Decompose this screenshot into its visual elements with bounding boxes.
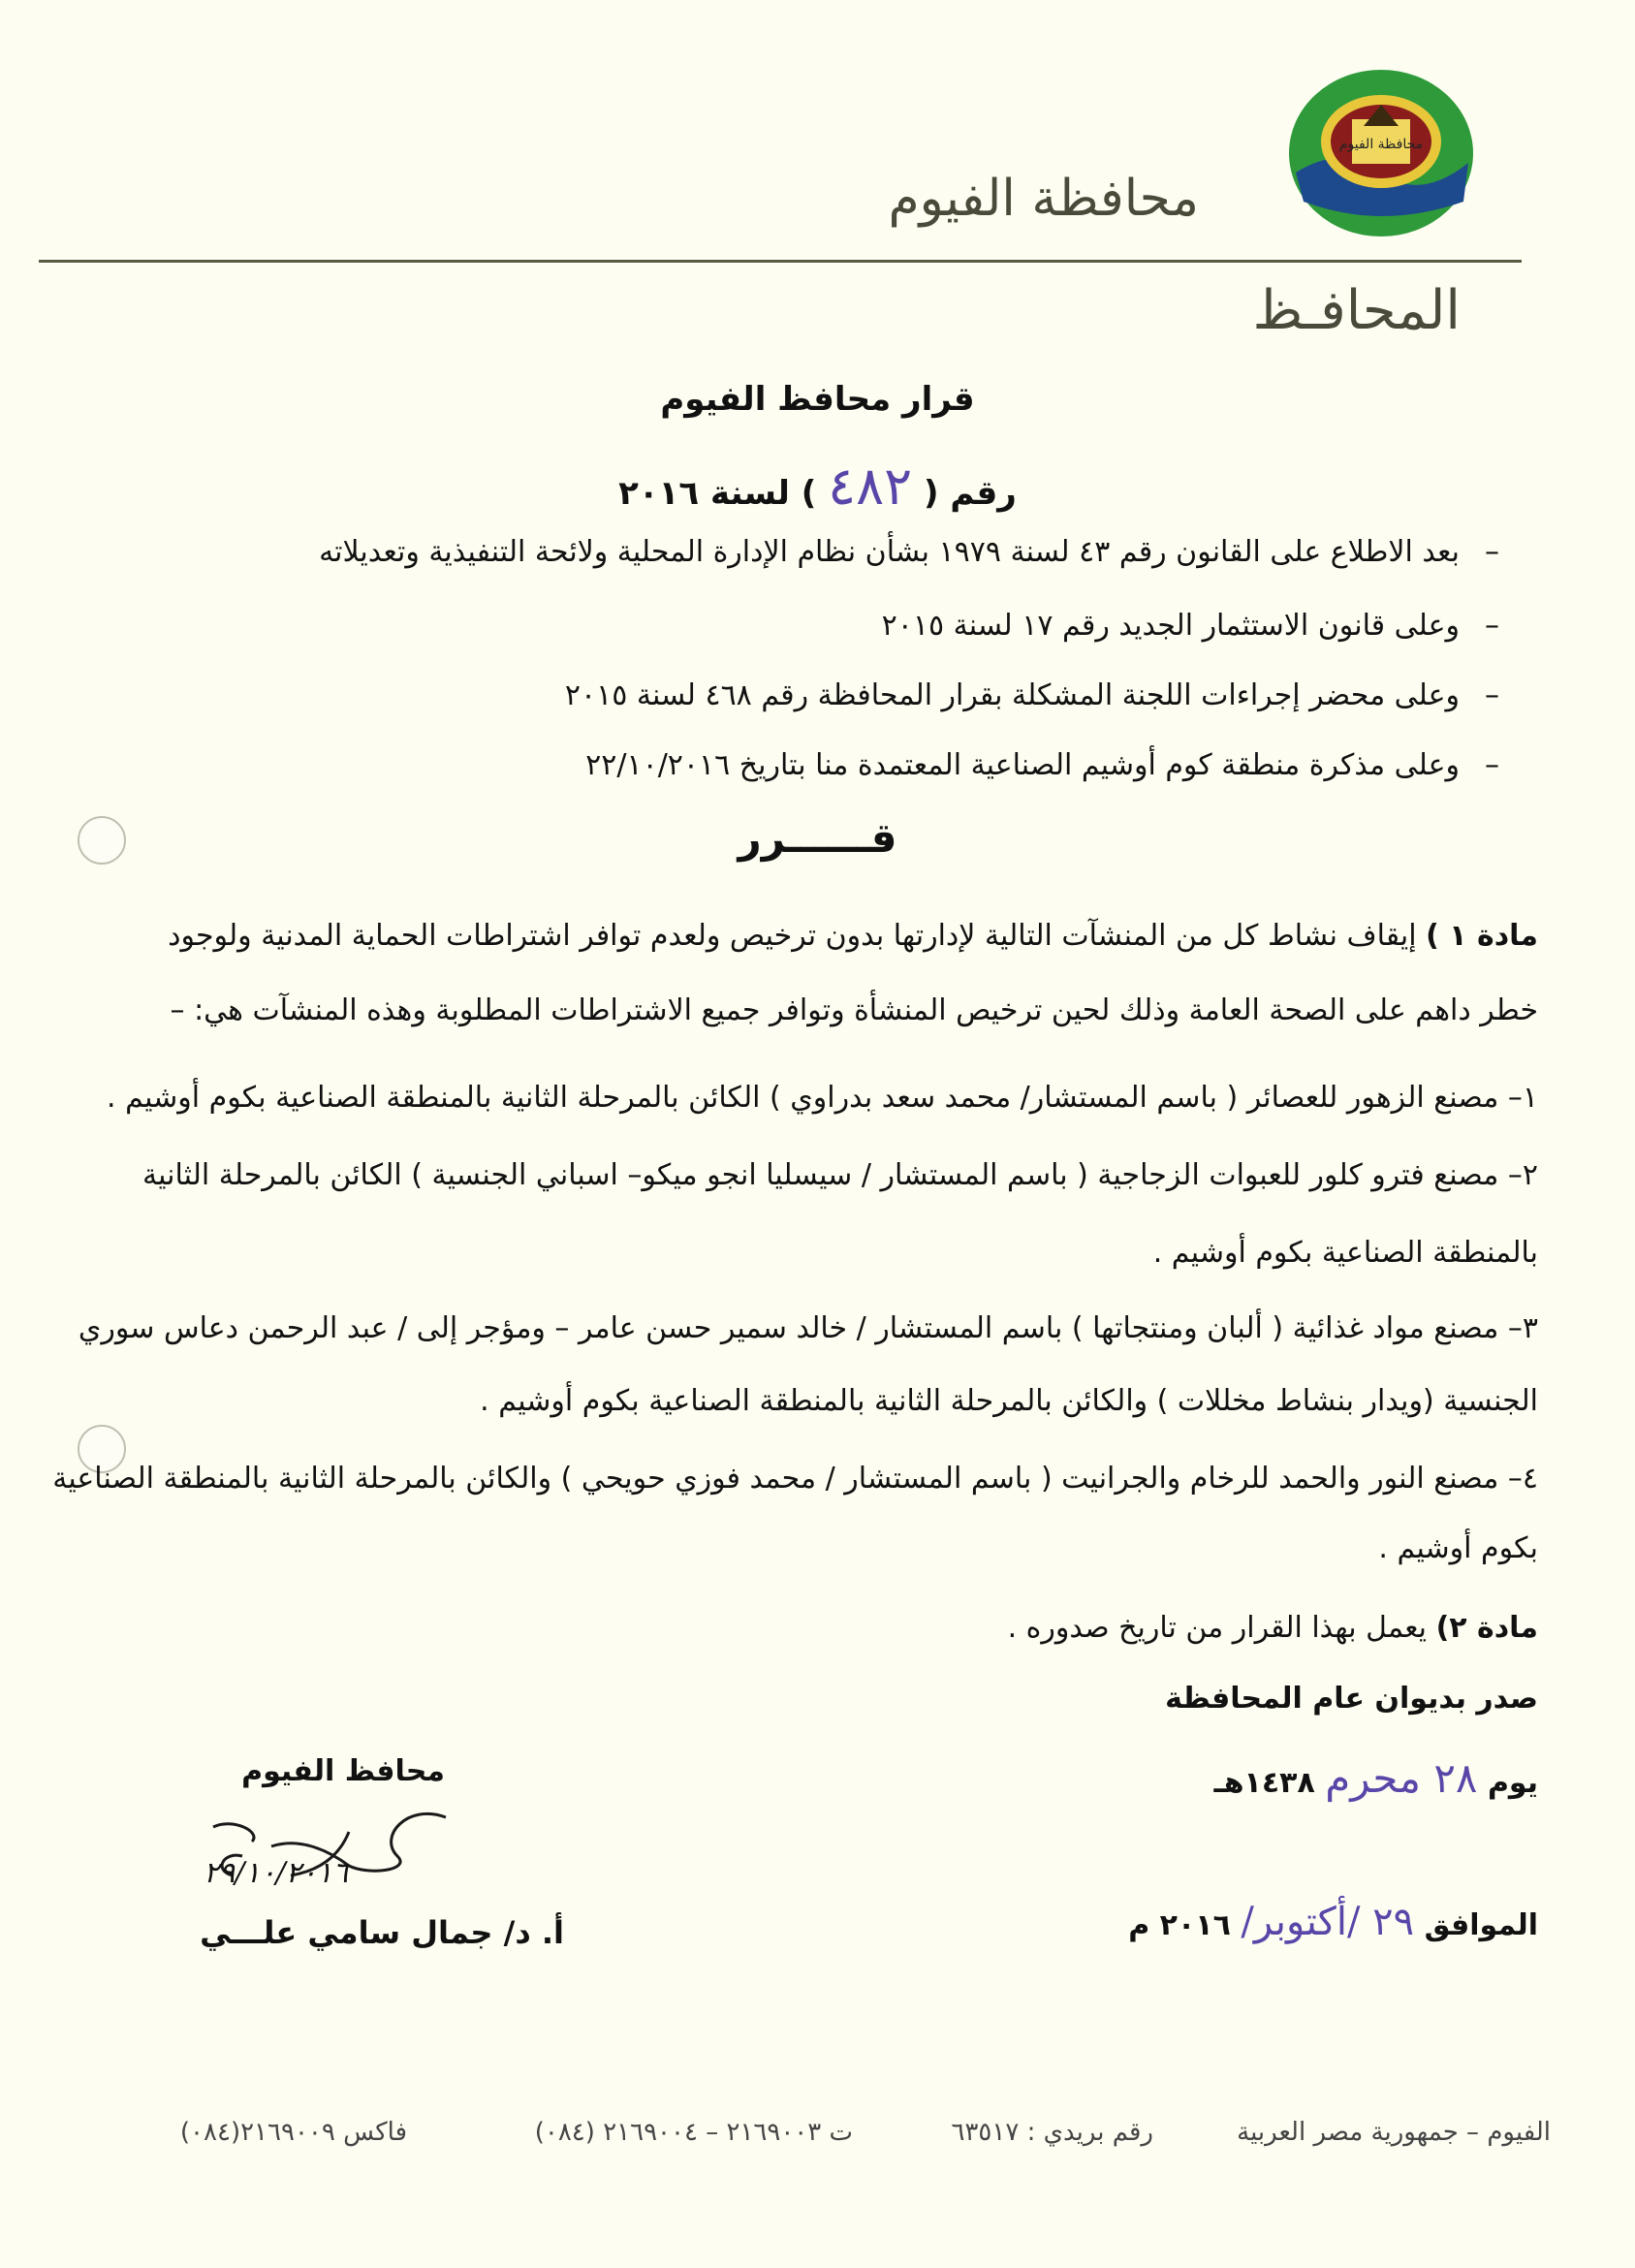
issued-at: صدر بديوان عام المحافظة [1165,1682,1538,1716]
gregorian-date: الموافق ٢٩ /أكتوبر/ ٢٠١٦ م [1128,1900,1538,1944]
fayoum-emblem-logo [1284,66,1478,240]
preamble-item: –وعلى قانون الاستثمار الجديد رقم ١٧ لسنة ٢٠١٥ [881,609,1499,643]
governorate-name: محافظة الفيوم [888,170,1199,228]
footer-address: الفيوم – جمهورية مصر العربية [1237,2118,1551,2147]
facility-item: ٤– مصنع النور والحمد للرخام والجرانيت ( باسم المستشار / محمد فوزي حويحي ) والكائن بالمرحلة الثانية بالمنطقة الصناعية [52,1462,1538,1496]
article-1-line: مادة ١ ) إيقاف نشاط كل من المنشآت التالية لإدارتها بدون ترخيص ولعدم توافر اشتراطات الحماية المدنية ولوجود [168,919,1538,953]
signature-date: ٢٩/١٠/٢٠١٦ [204,1856,349,1890]
signatory-name: أ. د/ جمال سامي علـــي [200,1914,564,1951]
facility-item-cont: الجنسية (ويدار بنشاط مخللات ) والكائن بالمرحلة الثانية بالمنطقة الصناعية بكوم أوشيم . [480,1384,1538,1418]
logo-text: محافظة الفيوم [1338,137,1424,152]
article-2: مادة ٢) يعمل بهذا القرار من تاريخ صدوره . [1007,1611,1538,1645]
facility-item: ١– مصنع الزهور للعصائر ( باسم المستشار/ محمد سعد بدراوي ) الكائن بالمرحلة الثانية بالمنطقة الصناعية بكوم أوشيم . [107,1081,1538,1115]
handwritten-gregorian: ٢٩ /أكتوبر/ [1241,1900,1415,1944]
handwritten-hijri: ٢٨ محرم [1325,1754,1478,1802]
article-1-line: خطر داهم على الصحة العامة وذلك لحين ترخيص المنشأة وتوافر جميع الاشتراطات المطلوبة وهذه المنشآت هي: – [170,993,1538,1027]
signatory-title: محافظ الفيوم [241,1754,445,1788]
number-prefix: رقم ( [923,474,1017,513]
office-title: المحافـظ [1252,279,1461,342]
header-rule [39,260,1522,263]
footer-phone: ت ٢١٦٩٠٠٣ – ٢١٦٩٠٠٤ (٠٨٤) [534,2118,853,2147]
footer-fax: فاكس ٢١٦٩٠٠٩(٠٨٤) [179,2118,407,2147]
facility-item-cont: بالمنطقة الصناعية بكوم أوشيم . [1152,1236,1538,1270]
handwritten-number: ٤٨٢ [828,456,913,517]
decision-title: قرار محافظ الفيوم [660,380,975,419]
footer-postal: رقم بريدي : ٦٣٥١٧ [951,2118,1153,2147]
decides-heading: قــــــرر [738,814,897,862]
preamble-item: –بعد الاطلاع على القانون رقم ٤٣ لسنة ١٩٧٩ بشأن نظام الإدارة المحلية ولائحة التنفيذية وتعديلاته [319,535,1499,569]
preamble-item: –وعلى محضر إجراءات اللجنة المشكلة بقرار المحافظة رقم ٤٦٨ لسنة ٢٠١٥ [564,678,1499,712]
decision-number-line [0,456,1635,517]
facility-item: ٣– مصنع مواد غذائية ( ألبان ومنتجاتها ) باسم المستشار / خالد سمير حسن عامر – ومؤجر إلى / عبد الرحمن دعاس سوري [78,1311,1538,1345]
hijri-date: يوم ٢٨ محرم ١٤٣٨هـ [1213,1754,1538,1802]
facility-item-cont: بكوم أوشيم . [1378,1531,1538,1565]
number-suffix: ) لسنة ٢٠١٦ [618,474,817,513]
facility-item: ٢– مصنع فترو كلور للعبوات الزجاجية ( باسم المستشار / سيسليا انجو ميكو– اسباني الجنسية ) الكائن بالمرحلة الثانية [142,1158,1538,1192]
preamble-item: –وعلى مذكرة منطقة كوم أوشيم الصناعية المعتمدة منا بتاريخ ٢٢/١٠/٢٠١٦ [585,748,1499,782]
